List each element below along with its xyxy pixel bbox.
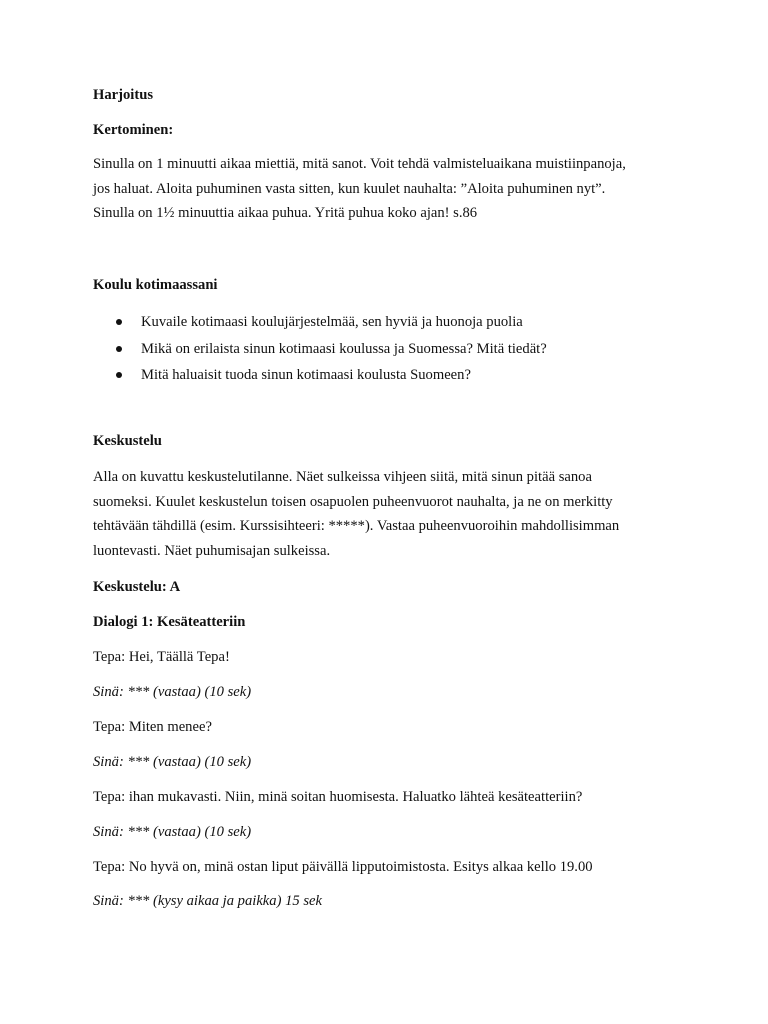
instruction-line: Sinulla on 1 minuutti aikaa miettiä, mitä sanot. Voit tehdä valmisteluaikana muistiinpanoja, [93, 156, 626, 172]
document-title: Harjoitus [93, 87, 153, 103]
instruction-line: Sinulla on 1½ minuuttia aikaa puhua. Yritä puhua koko ajan! s.86 [93, 205, 478, 222]
section-heading-koulu: Koulu kotimaassani [93, 277, 218, 293]
dialog-line-sina: Sinä: *** (vastaa) (10 sek) [93, 754, 252, 770]
dialog-line-tepa: Tepa: Miten menee? [93, 719, 212, 735]
list-item-text: Mikä on erilaista sinun kotimaasi koulussa ja Suomessa? Mitä tiedät? [141, 340, 547, 357]
instruction-line: suomeksi. Kuulet keskustelun toisen osapuolen puheenvuorot nauhalta, ja ne on merkitty [93, 493, 613, 510]
instruction-line: luontevasti. Näet puhumisajan sulkeissa. [93, 543, 331, 560]
list-item [93, 312, 547, 339]
dialog-heading: Dialogi 1: Kesäteatteriin [93, 614, 246, 630]
section-heading-kertominen: Kertominen: [93, 122, 174, 138]
dialog-line-tepa: Tepa: No hyvä on, minä ostan liput päivällä lipputoimistosta. Esitys alkaa kello 19.00 [93, 859, 593, 875]
instruction-line: jos haluat. Aloita puhuminen vasta sitten, kun kuulet nauhalta: ”Aloita puhuminen nyt”. [93, 180, 606, 197]
list-item [93, 339, 547, 366]
dialog-line-sina: Sinä: *** (vastaa) (10 sek) [93, 824, 252, 840]
keskustelu-instructions [93, 465, 683, 564]
bullet-icon [116, 372, 122, 378]
instruction-line: Alla on kuvattu keskustelutilanne. Näet sulkeissa vihjeen siitä, mitä sinun pitää sanoa [93, 469, 592, 485]
koulu-bullet-list [93, 312, 547, 392]
dialog-line-tepa: Tepa: ihan mukavasti. Niin, minä soitan huomisesta. Haluatko lähteä kesäteatteriin? [93, 789, 583, 805]
list-item-text: Mitä haluaisit tuoda sinun kotimaasi koulusta Suomeen? [141, 367, 471, 383]
section-heading-keskustelu-a: Keskustelu: A [93, 579, 181, 595]
dialog-line-tepa: Tepa: Hei, Täällä Tepa! [93, 649, 230, 665]
dialog-line-sina: Sinä: *** (kysy aikaa ja paikka) 15 sek [93, 893, 322, 909]
kertominen-instructions [93, 152, 683, 226]
bullet-icon [116, 319, 122, 325]
bullet-icon [116, 346, 122, 352]
section-heading-keskustelu: Keskustelu [93, 433, 162, 449]
dialog-line-sina: Sinä: *** (vastaa) (10 sek) [93, 684, 252, 700]
list-item [93, 365, 547, 392]
instruction-line: tehtävään tähdillä (esim. Kurssisihteeri: *****). Vastaa puheenvuoroihin mahdollisimman [93, 518, 620, 535]
list-item-text: Kuvaile kotimaasi koulujärjestelmää, sen hyviä ja huonoja puolia [141, 314, 523, 330]
